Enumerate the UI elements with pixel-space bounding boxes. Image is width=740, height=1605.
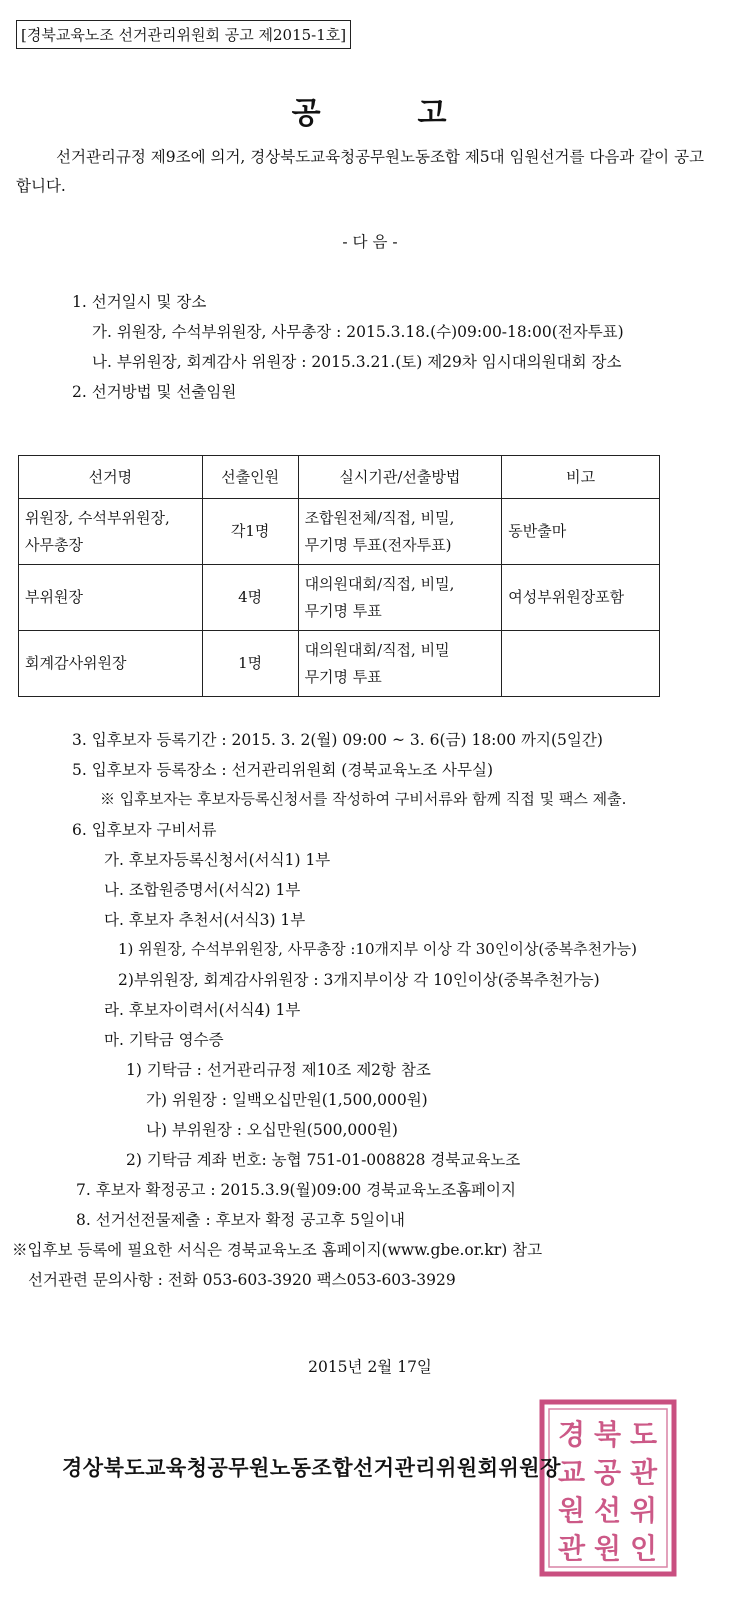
section1-item-b: 나. 부위원장, 회계감사 위원장 : 2015.3.21.(토) 제29차 임시대의원대회 장소 (92, 353, 622, 371)
signature-line: 경상북도교육청공무원노동조합선거관리위원회위원장 (62, 1456, 561, 1480)
svg-text:도: 도 (630, 1418, 658, 1451)
table-row (19, 565, 660, 631)
table-header-cell: 선거명 (19, 456, 203, 499)
section6-heading: 6. 입후보자 구비서류 (72, 821, 217, 839)
section1-heading: 1. 선거일시 및 장소 (72, 293, 207, 311)
title-char-2: 고 (417, 96, 449, 131)
svg-text:원: 원 (558, 1494, 586, 1527)
section1-item-a: 가. 위원장, 수석부위원장, 사무총장 : 2015.3.18.(수)09:00-18:00(전자투표) (92, 323, 624, 341)
table-header-cell: 선출인원 (202, 456, 298, 499)
section3: 3. 입후보자 등록기간 : 2015. 3. 2(월) 09:00 ~ 3. 6(금) 18:00 까지(5일간) (72, 731, 603, 749)
table-cell-count: 1명 (202, 631, 298, 697)
table-cell-method: 대의원대회/직접, 비밀, 무기명 투표 (298, 565, 502, 631)
svg-text:교: 교 (558, 1456, 586, 1489)
table-cell-note (502, 631, 660, 697)
section6-item-c1: 1) 위원장, 수석부위원장, 사무총장 :10개지부 이상 각 30인이상(중복추천가능) (118, 940, 637, 958)
table-header-cell: 실시기관/선출방법 (298, 456, 502, 499)
section2-heading: 2. 선거방법 및 선출임원 (72, 383, 237, 401)
section5: 5. 입후보자 등록장소 : 선거관리위원회 (경북교육노조 사무실) (72, 761, 494, 779)
official-seal (538, 1398, 678, 1578)
section6-item-e1: 1) 기탁금 : 선거관리규정 제10조 제2항 참조 (126, 1061, 431, 1079)
section5-note: ※ 입후보자는 후보자등록신청서를 작성하여 구비서류와 함께 직접 및 팩스 제출. (100, 790, 627, 808)
svg-text:북: 북 (594, 1418, 622, 1451)
table-cell-name: 회계감사위원장 (19, 631, 203, 697)
section6-item-a: 가. 후보자등록신청서(서식1) 1부 (104, 851, 331, 869)
intro-paragraph: 선거관리규정 제9조에 의거, 경상북도교육청공무원노동조합 제5대 임원선거를 다음과 같이 공고 합니다. (16, 148, 705, 195)
section6-item-d: 라. 후보자이력서(서식4) 1부 (104, 1001, 301, 1019)
election-table (18, 455, 660, 697)
svg-text:공: 공 (594, 1456, 622, 1489)
section6-item-e1a: 가) 위원장 : 일백오십만원(1,500,000원) (146, 1091, 428, 1109)
table-row (19, 631, 660, 697)
svg-text:인: 인 (630, 1532, 658, 1565)
forms-note: ※입후보 등록에 필요한 서식은 경북교육노조 홈페이지(www.gbe.or.kr) 참고 (12, 1241, 543, 1259)
table-cell-name: 위원장, 수석부위원장, 사무총장 (19, 499, 203, 565)
section7: 7. 후보자 확정공고 : 2015.3.9(월)09:00 경북교육노조홈페이지 (76, 1181, 516, 1199)
svg-text:관: 관 (630, 1456, 658, 1489)
table-cell-note: 여성부위원장포함 (502, 565, 660, 631)
svg-text:원: 원 (594, 1532, 622, 1565)
table-cell-note: 동반출마 (502, 499, 660, 565)
svg-text:선: 선 (594, 1494, 622, 1527)
svg-text:위: 위 (630, 1494, 658, 1527)
subheading: - 다 음 - (342, 233, 398, 251)
notice-date: 2015년 2월 17일 (308, 1358, 432, 1376)
section6-item-b: 나. 조합원증명서(서식2) 1부 (104, 881, 301, 899)
section6-item-c2: 2)부위원장, 회계감사위원장 : 3개지부이상 각 10인이상(중복추천가능) (118, 971, 600, 989)
section6-item-c: 다. 후보자 추천서(서식3) 1부 (104, 911, 306, 929)
section6-item-e2: 2) 기탁금 계좌 번호: 농협 751-01-008828 경북교육노조 (126, 1151, 521, 1169)
section6-item-e1b: 나) 부위원장 : 오십만원(500,000원) (146, 1121, 398, 1139)
page-title (0, 88, 740, 132)
table-cell-name: 부위원장 (19, 565, 203, 631)
title-char-1: 공 (291, 96, 323, 131)
table-cell-method: 대의원대회/직접, 비밀 무기명 투표 (298, 631, 502, 697)
svg-text:관: 관 (558, 1532, 586, 1565)
table-cell-method: 조합원전체/직접, 비밀, 무기명 투표(전자투표) (298, 499, 502, 565)
section8: 8. 선거선전물제출 : 후보자 확정 공고후 5일이내 (76, 1211, 405, 1229)
svg-text:경: 경 (558, 1418, 586, 1451)
table-cell-count: 각1명 (202, 499, 298, 565)
contact-info: 선거관련 문의사항 : 전화 053-603-3920 팩스053-603-3929 (28, 1271, 456, 1289)
table-header-cell: 비고 (502, 456, 660, 499)
notice-number: [경북교육노조 선거관리위원회 공고 제2015-1호] (16, 20, 351, 49)
table-cell-count: 4명 (202, 565, 298, 631)
section6-item-e: 마. 기탁금 영수증 (104, 1031, 224, 1049)
table-header-row (19, 456, 660, 499)
table-row (19, 499, 660, 565)
